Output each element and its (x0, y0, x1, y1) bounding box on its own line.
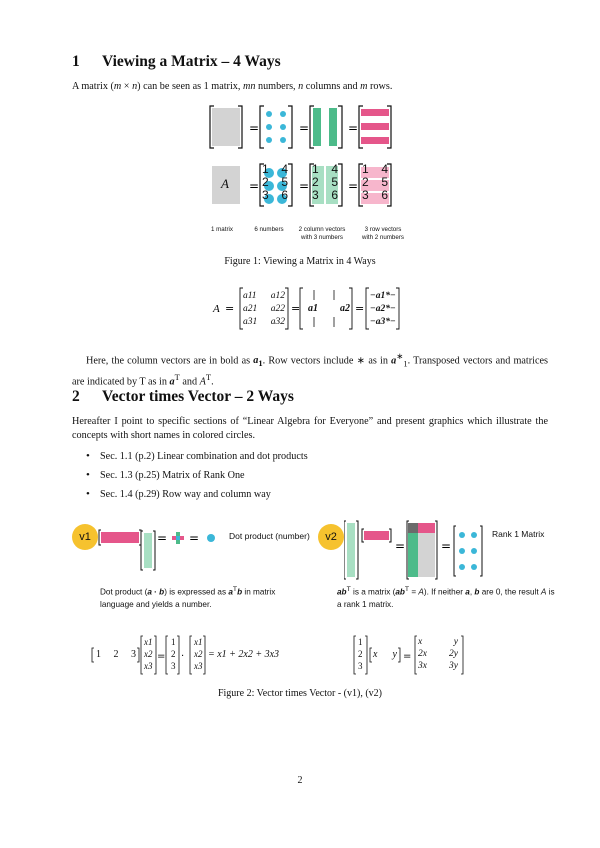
svg-text:=: = (299, 121, 310, 135)
cell: 5 (381, 175, 388, 189)
matrix-entries (243, 290, 285, 329)
section-2-title: Vector times Vector – 2 Ways (102, 388, 294, 405)
row-entry: 2 (113, 649, 119, 660)
list-item: • Sec. 1.1 (p.2) Linear combination and dot products (86, 450, 308, 469)
v2-tag-circle: v2 (318, 524, 344, 550)
entry: 2x (418, 649, 427, 659)
cell: 1 (262, 162, 269, 176)
col-entry: 1 (358, 637, 363, 647)
cell: 1 (362, 162, 369, 176)
rows-shape (359, 106, 391, 148)
cell: 1 (312, 162, 319, 176)
cell: 4 (331, 162, 338, 176)
cell: 6 (381, 188, 388, 202)
col-entry: 2 (171, 649, 176, 659)
entry: a21 (243, 304, 258, 314)
columns-shape (310, 106, 342, 148)
column-vector: a1 (308, 303, 318, 314)
cell: 3 (262, 188, 269, 202)
section-2-intro: Hereafter I point to specific sections of “Linear Algebra for Everyone” and present graphics which illustrate the concepts with short names in colored circles. (72, 416, 548, 441)
cell: 5 (331, 175, 338, 189)
rows-matrix-values (362, 163, 388, 202)
cell: 2 (262, 175, 269, 189)
matrix-a-symbol: A (221, 176, 229, 191)
row-entry: 3 (131, 649, 136, 660)
notation-paragraph: Here, the column vectors are in bold as $a_1$. Row vectors include ∗ as in $a^∗_1$. Transposed vectors and matrices are indicated by T as in $a^T$ and $A^T$. (72, 351, 548, 388)
v1-graphic (98, 518, 238, 572)
col-entry: x1 (194, 637, 203, 647)
svg-text:=: = (249, 121, 260, 135)
svg-text:=: = (225, 302, 235, 315)
svg-text:·: · (181, 651, 185, 662)
cell: 6 (281, 188, 288, 202)
svg-text:=: = (189, 531, 200, 545)
entry: 3x (418, 661, 427, 671)
entry: a11 (243, 291, 257, 301)
v1-col-vector (144, 636, 153, 672)
label-2-columns: 2 column vectors with 3 numbers (298, 226, 346, 241)
column-vector: a2 (340, 303, 350, 314)
entry: 2y (449, 649, 458, 659)
v1-result: = x1 + 2x2 + 3x3 (208, 649, 280, 660)
whole-matrix-shape (210, 106, 242, 148)
entry: a22 (270, 304, 285, 314)
entry: a12 (270, 291, 285, 301)
cell: 6 (331, 188, 338, 202)
v1-row-vector (96, 649, 136, 660)
svg-text:=: = (441, 539, 452, 553)
v2-description: $ab^T$ is a matrix $(ab^T = A)$. If neither a, b are 0, the result A is a rank 1 matrix. (337, 586, 555, 609)
row-entry: x (373, 649, 378, 660)
row-vector: −a2*− (370, 304, 396, 314)
v2-label: Rank 1 Matrix (492, 529, 545, 539)
section-1-title: Viewing a Matrix – 4 Ways (102, 53, 281, 70)
row-vector: −a3*− (370, 317, 396, 327)
v1-row-as-col (171, 636, 176, 672)
svg-text:=: = (403, 651, 412, 662)
label-6-numbers: 6 numbers (254, 226, 284, 233)
v1-tag-circle: v1 (72, 524, 98, 550)
svg-text:=: = (348, 121, 359, 135)
svg-text:A: A (213, 303, 220, 315)
col-entry: x2 (144, 649, 153, 659)
col-entry: x1 (144, 637, 153, 647)
col-entry: 1 (171, 637, 176, 647)
cell: 3 (312, 188, 319, 202)
list-item: • Sec. 1.4 (p.29) Row way and column way (86, 488, 308, 507)
col-entry: 2 (358, 649, 363, 659)
v2-graphic (344, 516, 494, 580)
cell: 3 (362, 188, 369, 202)
list-item: • Sec. 1.3 (p.25) Matrix of Rank One (86, 469, 308, 488)
section-1-heading (72, 53, 281, 71)
svg-text:=: = (355, 302, 365, 315)
col-entry: x3 (144, 661, 153, 671)
entry: a32 (270, 317, 285, 327)
v1-col-vector-2 (194, 636, 203, 672)
row-entry: y (392, 649, 397, 660)
column-vectors (308, 303, 350, 314)
v1-label: Dot product (number) (229, 531, 310, 541)
svg-text:=: = (157, 651, 166, 662)
col-entry: 3 (171, 661, 176, 671)
section-list (86, 450, 308, 507)
svg-text:=: = (157, 531, 168, 545)
figure-2-caption: Figure 2: Vector times Vector - (v1), (v2) (217, 688, 383, 699)
entry: 3y (449, 661, 458, 671)
cell: 2 (362, 175, 369, 189)
svg-text:=: = (348, 179, 359, 193)
cell: 4 (281, 162, 288, 176)
section-2-number: 2 (72, 388, 80, 405)
section-1-intro: A matrix (m × n) can be seen as 1 matrix, mn numbers, n columns and m rows. (72, 81, 393, 92)
entry: x (418, 637, 423, 647)
svg-text:=: = (299, 179, 310, 193)
figure-1-caption: Figure 1: Viewing a Matrix in 4 Ways (224, 256, 376, 267)
cell: 2 (312, 175, 319, 189)
entry: y (453, 637, 458, 647)
numbers-dots-shape (260, 106, 292, 148)
col-entry: x3 (194, 661, 203, 671)
cell: 4 (381, 162, 388, 176)
numbers-matrix-values (262, 163, 288, 202)
row-vector: −a1*− (370, 291, 396, 301)
v1-description: Dot product (a · b) is expressed as $a^Tb$ in matrix language and yields a number. (100, 586, 276, 609)
row-entry: 1 (96, 649, 101, 660)
columns-matrix-values (312, 163, 338, 202)
col-entry: 3 (358, 661, 363, 671)
svg-text:=: = (291, 302, 301, 315)
entry: a31 (243, 317, 258, 327)
v2-result-matrix (418, 636, 458, 672)
v2-row-vector (373, 649, 397, 660)
v2-col-vector (358, 636, 363, 672)
svg-text:=: = (249, 179, 260, 193)
svg-text:=: = (395, 539, 406, 553)
section-1-number: 1 (72, 53, 80, 70)
page-number: 2 (297, 775, 303, 786)
section-2-heading (72, 388, 294, 406)
col-entry: x2 (194, 649, 203, 659)
cell: 5 (281, 175, 288, 189)
label-3-rows: 3 row vectors with 2 numbers (362, 226, 404, 241)
label-1-matrix: 1 matrix (210, 226, 233, 233)
row-vectors (370, 290, 396, 329)
